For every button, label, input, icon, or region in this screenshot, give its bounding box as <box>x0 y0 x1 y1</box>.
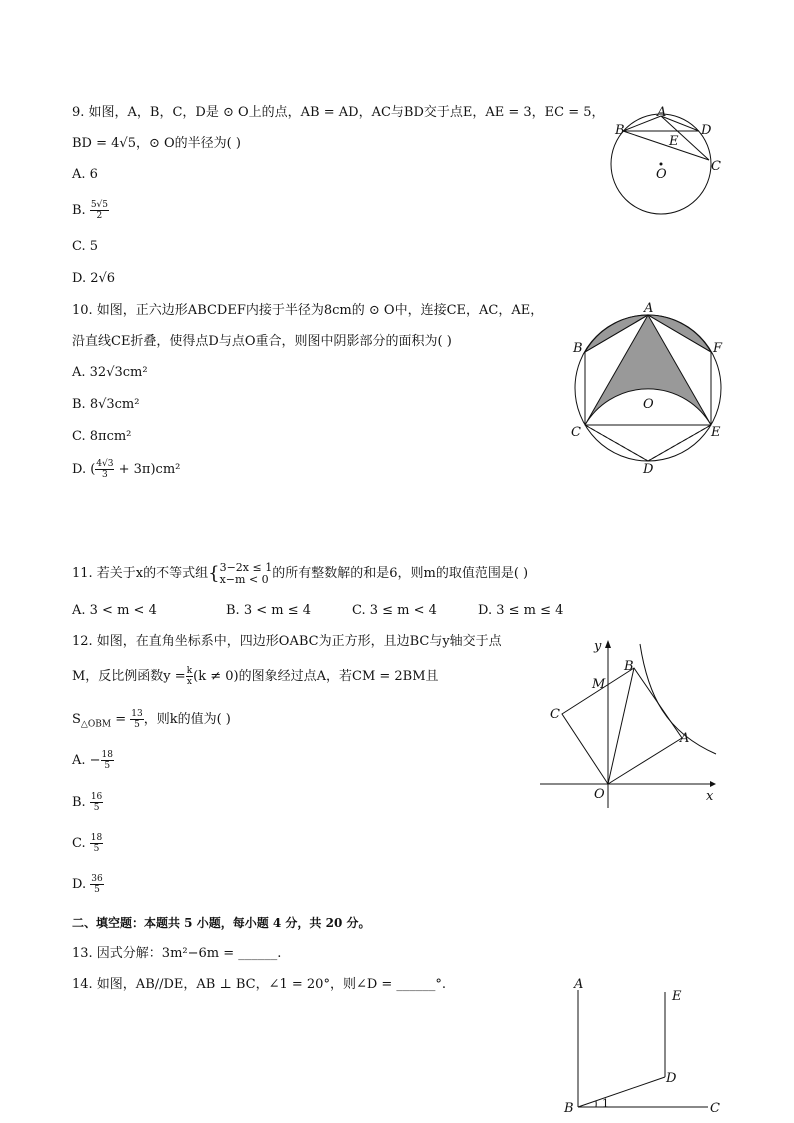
q12-label-c: C <box>550 707 560 722</box>
q11-option-a: A. 3 < m < 4 <box>72 603 157 618</box>
q11-option-d: D. 3 ≤ m ≤ 4 <box>478 603 564 618</box>
q9-label-a: A <box>657 105 667 120</box>
q9-option-d: D. 2√6 <box>72 271 116 286</box>
q12-line3-numerator: 13 <box>131 709 143 719</box>
q12-option-c-prefix: C. <box>72 836 86 851</box>
q10-option-c: C. 8πcm² <box>72 429 132 444</box>
q12-option-b-numerator: 16 <box>90 792 103 802</box>
q10-line1: 10. 如图，正六边形ABCDEF内接于半径为8cm的 ⊙ O中，连接CE，AC，AE， <box>72 303 544 318</box>
q9-label-o: O <box>656 167 667 182</box>
q9-segment-bc <box>623 131 709 160</box>
q12-figure <box>538 636 722 808</box>
section-2-heading: 二、填空题：本题共 5 小题，每小题 4 分，共 20 分。 <box>72 916 371 930</box>
q10-option-d-denominator: 3 <box>102 470 108 480</box>
q12-line2-suffix: (k ≠ 0)的图象经过点A，若CM = 2BM且 <box>193 669 439 684</box>
q12-line2-denominator: x <box>186 677 192 687</box>
q9-line1: 9. 如图，A，B，C，D是 ⊙ O上的点，AB = AD，AC与BD交于点E，AE = 3，EC = 5， <box>72 105 605 120</box>
q12-segment-ob <box>608 668 634 784</box>
q10-option-b: B. 8√3cm² <box>72 397 140 412</box>
q12-line3-suffix: ，则k的值为( ) <box>143 712 231 727</box>
q11-suffix: 的所有整数解的和是6，则m的取值范围是( ) <box>272 566 529 581</box>
q12-option-a <box>72 750 114 771</box>
q12-option-b-prefix: B. <box>72 795 86 810</box>
q9-option-a: A. 6 <box>72 167 98 182</box>
q12-option-a-denominator: 5 <box>104 761 111 771</box>
q10-option-d-prefix: D. ( <box>72 462 96 477</box>
q12-line2-numerator: k <box>186 666 193 676</box>
q14-label-d: D <box>666 1071 677 1086</box>
q12-label-y: y <box>594 639 602 654</box>
q12-line2 <box>72 664 439 690</box>
q12-y-axis-arrow <box>605 640 611 648</box>
q10-label-a: A <box>644 301 654 316</box>
q10-label-e: E <box>711 425 721 440</box>
q12-x-axis-arrow <box>710 781 716 787</box>
q9-option-b-prefix: B. <box>72 203 86 218</box>
q12-line1: 12. 如图，在直角坐标系中，四边形OABC为正方形，且边BC与y轴交于点 <box>72 634 502 649</box>
q14-label-b: B <box>564 1101 574 1116</box>
q11-option-c: C. 3 ≤ m < 4 <box>352 603 437 618</box>
q12-line3 <box>72 706 231 734</box>
q12-option-b-denominator: 5 <box>93 803 100 813</box>
q14-label-angle-1: 1 <box>602 1097 609 1110</box>
q11-stem <box>72 561 528 587</box>
q12-option-d-denominator: 5 <box>94 885 100 895</box>
q10-option-d-suffix: + 3π)cm² <box>118 462 181 477</box>
q12-square-oabc <box>562 668 682 784</box>
q12-line3-prefix: S <box>72 712 81 727</box>
q9-label-e: E <box>669 134 679 149</box>
q10-label-b: B <box>573 341 583 356</box>
q11-inequality-1: 3−2x ≤ 1 <box>219 560 273 574</box>
q14-label-c: C <box>710 1101 720 1116</box>
q12-label-b: B <box>624 659 634 674</box>
q9-line2: BD = 4√5，⊙ O的半径为( ) <box>72 136 241 151</box>
q10-label-o: O <box>643 397 654 412</box>
q11-system <box>220 562 273 586</box>
q12-option-c <box>72 833 103 854</box>
q12-option-c-numerator: 18 <box>90 833 103 843</box>
q9-option-b <box>72 200 109 221</box>
q12-line2-prefix: M，反比例函数y = <box>72 669 186 684</box>
q14-label-e: E <box>672 989 682 1004</box>
q12-line3-subscript: △OBM <box>80 719 112 730</box>
q14-segment-bd <box>578 1077 665 1107</box>
q14-figure <box>560 976 730 1118</box>
q9-label-d: D <box>701 123 712 138</box>
q11-option-b: B. 3 < m ≤ 4 <box>226 603 312 618</box>
q10-label-f: F <box>713 341 723 356</box>
q10-option-a: A. 32√3cm² <box>72 365 148 380</box>
q14-label-a: A <box>574 977 584 992</box>
q12-line3-denominator: 5 <box>134 720 140 730</box>
q10-label-d: D <box>643 462 654 477</box>
q10-line2: 沿直线CE折叠，使得点D与点O重合，则图中阴影部分的面积为( ) <box>72 334 452 349</box>
q9-option-c: C. 5 <box>72 239 99 254</box>
q12-label-o: O <box>594 787 605 802</box>
q12-line3-equals: = <box>115 712 127 727</box>
q12-label-a: A <box>680 731 690 746</box>
q11-brace: { <box>208 562 220 584</box>
q12-option-d <box>72 874 104 895</box>
q10-figure <box>565 298 735 480</box>
q10-option-d <box>72 459 180 480</box>
q9-figure <box>605 100 725 220</box>
q12-option-a-numerator: 18 <box>101 750 113 760</box>
q10-label-c: C <box>571 425 581 440</box>
q11-inequality-2: x−m < 0 <box>219 572 269 586</box>
q12-hyperbola <box>640 644 716 754</box>
q9-center-dot <box>660 163 663 166</box>
q12-option-c-denominator: 5 <box>93 844 100 854</box>
q12-option-d-numerator: 36 <box>91 874 103 884</box>
q12-option-a-prefix: A. − <box>72 753 101 768</box>
q9-label-b: B <box>615 123 625 138</box>
q11-prefix: 11. 若关于x的不等式组 <box>72 566 209 581</box>
q9-label-c: C <box>711 159 721 174</box>
q13-stem: 13. 因式分解：3m²−6m = ______. <box>72 946 282 961</box>
q14-stem: 14. 如图，AB//DE，AB ⊥ BC，∠1 = 20°，则∠D = ______°. <box>72 977 447 992</box>
q12-label-x: x <box>706 789 714 804</box>
q10-option-d-numerator: 4√3 <box>96 459 114 469</box>
q12-option-d-prefix: D. <box>72 877 87 892</box>
q9-option-b-numerator: 5√5 <box>90 200 109 210</box>
q12-label-m: M <box>592 677 606 692</box>
q12-option-b <box>72 792 103 813</box>
q9-option-b-denominator: 2 <box>96 211 103 221</box>
